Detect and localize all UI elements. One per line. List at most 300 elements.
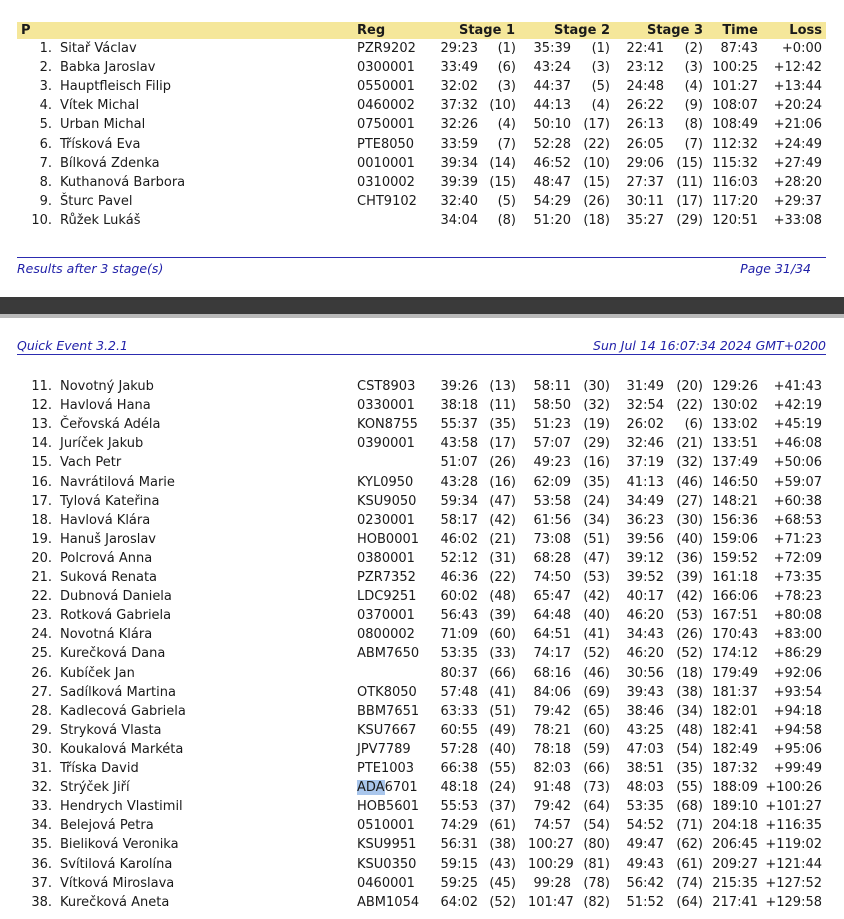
- stage1-time: 32:26: [440, 117, 478, 133]
- stage3-time: 35:27: [626, 212, 664, 228]
- stage3-place: (68): [676, 799, 703, 815]
- competitor-name: Dubnová Daniela: [60, 589, 172, 605]
- registration-cell: 0510001: [357, 818, 415, 834]
- stage2-time: 100:29: [528, 856, 574, 872]
- stage3-place: (27): [676, 493, 703, 509]
- total-time: 133:02: [712, 417, 758, 433]
- loss-cell: +95:06: [773, 741, 822, 757]
- stage1-time: 34:04: [440, 212, 478, 228]
- stage1-place: (40): [489, 741, 516, 757]
- stage1-place: (37): [489, 799, 516, 815]
- stage1-time: 57:28: [440, 741, 478, 757]
- competitor-name: Navrátilová Marie: [60, 474, 175, 490]
- stage1-time: 56:43: [440, 608, 478, 624]
- stage2-time: 35:39: [533, 41, 571, 56]
- stage1-place: (51): [489, 703, 516, 719]
- stage2-place: (40): [583, 608, 610, 624]
- position-cell: 27.: [31, 684, 52, 700]
- stage1-place: (10): [489, 98, 516, 114]
- footer-rule: [17, 257, 826, 258]
- competitor-name: Kurečková Aneta: [60, 894, 170, 910]
- stage2-time: 99:28: [533, 875, 571, 891]
- stage2-time: 91:48: [533, 780, 571, 796]
- stage1-time: 33:49: [440, 60, 478, 76]
- loss-cell: +21:06: [773, 117, 822, 133]
- stage3-place: (20): [676, 379, 703, 394]
- stage3-place: (30): [676, 512, 703, 528]
- total-time: 115:32: [712, 155, 758, 171]
- stage2-time: 51:23: [533, 417, 571, 433]
- stage3-place: (53): [676, 608, 703, 624]
- stage3-place: (74): [676, 875, 703, 891]
- loss-cell: +41:43: [773, 379, 822, 394]
- loss-cell: +73:35: [773, 570, 822, 585]
- registration-cell: 0230001: [357, 512, 415, 528]
- position-cell: 5.: [39, 117, 52, 133]
- stage2-place: (66): [583, 761, 610, 776]
- stage1-time: 52:12: [440, 550, 478, 566]
- registration-cell: 0300001: [357, 60, 415, 76]
- position-cell: 3.: [39, 79, 52, 95]
- registration-cell: 0380001: [357, 550, 415, 566]
- position-cell: 30.: [31, 741, 52, 757]
- stage2-place: (30): [583, 379, 610, 394]
- stage2-place: (64): [583, 799, 610, 815]
- stage2-time: 74:57: [533, 818, 571, 834]
- stage1-time: 53:35: [440, 646, 478, 662]
- position-cell: 2.: [39, 60, 52, 76]
- stage3-place: (22): [676, 398, 703, 414]
- total-time: 182:49: [712, 741, 758, 757]
- stage3-place: (61): [676, 856, 703, 872]
- stage3-time: 49:47: [626, 837, 664, 853]
- stage3-place: (8): [684, 117, 703, 133]
- table-row: [0, 683, 844, 702]
- stage3-time: 24:48: [626, 79, 664, 95]
- stage1-place: (41): [489, 684, 516, 700]
- stage3-place: (42): [676, 589, 703, 605]
- stage3-place: (55): [676, 780, 703, 796]
- stage1-place: (11): [489, 398, 516, 414]
- loss-cell: +121:44: [765, 856, 822, 872]
- table-row: [0, 740, 844, 759]
- stage1-place: (45): [489, 875, 516, 891]
- position-cell: 8.: [39, 174, 52, 190]
- position-cell: 11.: [31, 379, 52, 394]
- position-cell: 38.: [31, 894, 52, 910]
- stage1-place: (6): [497, 60, 516, 76]
- table-row: [0, 434, 844, 453]
- table-row: [0, 893, 844, 912]
- stage3-place: (34): [676, 703, 703, 719]
- loss-cell: +42:19: [773, 398, 822, 414]
- stage2-place: (60): [583, 722, 610, 738]
- total-time: 182:41: [712, 722, 758, 738]
- stage2-place: (59): [583, 741, 610, 757]
- competitor-name: Bílková Zdenka: [60, 155, 160, 171]
- competitor-name: Šturc Pavel: [60, 193, 133, 209]
- position-cell: 28.: [31, 703, 52, 719]
- registration-cell: 0370001: [357, 608, 415, 624]
- loss-cell: +83:00: [773, 627, 822, 643]
- stage3-time: 54:52: [626, 818, 664, 834]
- stage2-place: (4): [591, 98, 610, 114]
- loss-cell: +71:23: [773, 531, 822, 547]
- loss-cell: +27:49: [773, 155, 822, 171]
- stage2-time: 46:52: [533, 155, 571, 171]
- stage3-place: (71): [676, 818, 703, 834]
- stage2-time: 44:13: [533, 98, 571, 114]
- loss-cell: +20:24: [773, 98, 822, 114]
- competitor-name: Strýček Jiří: [60, 780, 130, 796]
- stage3-place: (38): [676, 684, 703, 700]
- table-row: [0, 77, 844, 96]
- stage3-time: 34:49: [626, 493, 664, 509]
- table-row: [0, 473, 844, 492]
- stage3-place: (48): [676, 722, 703, 738]
- stage3-time: 34:43: [626, 627, 664, 643]
- position-cell: 4.: [39, 98, 52, 114]
- page-separator: [0, 297, 844, 314]
- stage1-time: 56:31: [440, 837, 478, 853]
- table-row: [0, 759, 844, 778]
- table-row: [0, 192, 844, 211]
- registration-cell: PZR7352: [357, 570, 416, 585]
- stage1-time: 39:39: [440, 174, 478, 190]
- stage1-time: 46:36: [440, 570, 478, 585]
- position-cell: 19.: [31, 531, 52, 547]
- stage2-place: (41): [583, 627, 610, 643]
- page-separator-shadow: [0, 314, 844, 318]
- stage3-place: (54): [676, 741, 703, 757]
- stage1-place: (61): [489, 818, 516, 834]
- table-row: [0, 855, 844, 874]
- registration-cell: 0750001: [357, 117, 415, 133]
- stage3-place: (39): [676, 570, 703, 585]
- competitor-name: Belejová Petra: [60, 818, 154, 834]
- position-cell: 7.: [39, 155, 52, 171]
- loss-cell: +13:44: [773, 79, 822, 95]
- position-cell: 6.: [39, 136, 52, 152]
- table-row: [0, 606, 844, 625]
- table-row: [0, 115, 844, 134]
- header-position: P: [21, 23, 31, 38]
- stage2-time: 64:48: [533, 608, 571, 624]
- total-time: 159:06: [712, 531, 758, 547]
- stage1-place: (3): [497, 79, 516, 95]
- stage3-time: 53:35: [626, 799, 664, 815]
- table-row: [0, 415, 844, 434]
- stage3-place: (17): [676, 193, 703, 209]
- stage2-time: 62:09: [533, 474, 571, 490]
- competitor-name: Havlová Hana: [60, 398, 151, 414]
- total-time: 188:09: [712, 780, 758, 796]
- registration-cell: KSU7667: [357, 722, 417, 738]
- table-row: [0, 511, 844, 530]
- footer-page-number: Page 31/34: [740, 261, 811, 276]
- selected-text-highlight: ADA: [357, 780, 385, 796]
- position-cell: 16.: [31, 474, 52, 490]
- stage1-place: (38): [489, 837, 516, 853]
- stage2-place: (16): [583, 455, 610, 471]
- registration-cell: ABM1054: [357, 894, 420, 910]
- total-time: 215:35: [712, 875, 758, 891]
- stage3-place: (21): [676, 436, 703, 452]
- loss-cell: +99:49: [773, 761, 822, 776]
- loss-cell: +29:37: [773, 193, 822, 209]
- registration-cell: 0310002: [357, 174, 415, 190]
- stage2-place: (82): [583, 894, 610, 910]
- table-row: [0, 492, 844, 511]
- registration-cell: KSU0350: [357, 856, 417, 872]
- table-row: [0, 173, 844, 192]
- stage1-place: (43): [489, 856, 516, 872]
- competitor-name: Bieliková Veronika: [60, 837, 179, 853]
- stage3-time: 41:13: [626, 474, 664, 490]
- table-row: [0, 530, 844, 549]
- stage2-place: (65): [583, 703, 610, 719]
- stage2-place: (73): [583, 780, 610, 796]
- stage2-time: 68:28: [533, 550, 571, 566]
- total-time: 206:45: [712, 837, 758, 853]
- stage2-place: (34): [583, 512, 610, 528]
- position-cell: 35.: [31, 837, 52, 853]
- position-cell: 15.: [31, 455, 52, 471]
- loss-cell: +94:18: [773, 703, 822, 719]
- stage2-place: (3): [591, 60, 610, 76]
- table-row: [0, 58, 844, 77]
- stage2-time: 53:58: [533, 493, 571, 509]
- stage2-time: 48:47: [533, 174, 571, 190]
- loss-cell: +92:06: [773, 665, 822, 681]
- header-time: Time: [722, 23, 758, 38]
- stage3-place: (7): [684, 136, 703, 152]
- stage3-time: 36:23: [626, 512, 664, 528]
- stage1-time: 59:15: [440, 856, 478, 872]
- stage3-time: 26:02: [626, 417, 664, 433]
- table-row: [0, 154, 844, 173]
- stage1-place: (1): [497, 41, 516, 56]
- total-time: 170:43: [712, 627, 758, 643]
- stage1-place: (14): [489, 155, 516, 171]
- stage1-time: 39:34: [440, 155, 478, 171]
- table-row: [0, 816, 844, 835]
- stage3-place: (35): [676, 761, 703, 776]
- loss-cell: +24:49: [773, 136, 822, 152]
- stage1-time: 60:55: [440, 722, 478, 738]
- stage1-time: 60:02: [440, 589, 478, 605]
- competitor-name: Sadílková Martina: [60, 684, 176, 700]
- total-time: 167:51: [712, 608, 758, 624]
- registration-cell: 0550001: [357, 79, 415, 95]
- stage1-time: 51:07: [440, 455, 478, 471]
- loss-cell: +93:54: [773, 684, 822, 700]
- stage1-time: 63:33: [440, 703, 478, 719]
- stage3-time: 29:06: [626, 155, 664, 171]
- total-time: 204:18: [712, 818, 758, 834]
- stage2-place: (51): [583, 531, 610, 547]
- header-stage2: Stage 2: [553, 23, 610, 38]
- stage3-place: (3): [684, 60, 703, 76]
- table-row: [0, 664, 844, 683]
- stage2-place: (47): [583, 550, 610, 566]
- stage3-place: (29): [676, 212, 703, 228]
- stage1-time: 43:28: [440, 474, 478, 490]
- loss-cell: +60:38: [773, 493, 822, 509]
- stage2-place: (26): [583, 193, 610, 209]
- stage2-place: (81): [583, 856, 610, 872]
- competitor-name: Kubíček Jan: [60, 665, 135, 681]
- stage1-place: (39): [489, 608, 516, 624]
- stage2-place: (1): [591, 41, 610, 56]
- stage1-place: (52): [489, 894, 516, 910]
- loss-cell: +116:35: [765, 818, 822, 834]
- registration-cell: CHT9102: [357, 193, 417, 209]
- stage2-time: 61:56: [533, 512, 571, 528]
- stage2-time: 57:07: [533, 436, 571, 452]
- loss-cell: +0:00: [781, 41, 822, 56]
- stage1-place: (60): [489, 627, 516, 643]
- competitor-name: Havlová Klára: [60, 512, 151, 528]
- registration-cell: 0010001: [357, 155, 415, 171]
- loss-cell: +28:20: [773, 174, 822, 190]
- stage2-time: 79:42: [533, 799, 571, 815]
- stage3-time: 22:41: [626, 41, 664, 56]
- registration-cell: KSU9050: [357, 493, 417, 509]
- stage1-place: (49): [489, 722, 516, 738]
- stage3-time: 23:12: [626, 60, 664, 76]
- stage3-time: 48:03: [626, 780, 664, 796]
- stage2-time: 78:18: [533, 741, 571, 757]
- stage2-time: 58:50: [533, 398, 571, 414]
- stage3-place: (6): [684, 417, 703, 433]
- stage3-time: 39:12: [626, 550, 664, 566]
- total-time: 108:49: [712, 117, 758, 133]
- position-cell: 32.: [31, 780, 52, 796]
- position-cell: 21.: [31, 570, 52, 585]
- position-cell: 17.: [31, 493, 52, 509]
- total-time: 112:32: [712, 136, 758, 152]
- total-time: 129:26: [712, 379, 758, 394]
- position-cell: 20.: [31, 550, 52, 566]
- registration-cell: BBM7651: [357, 703, 420, 719]
- stage3-place: (62): [676, 837, 703, 853]
- table-row: [0, 587, 844, 606]
- stage3-time: 32:46: [626, 436, 664, 452]
- loss-cell: +46:08: [773, 436, 822, 452]
- competitor-name: Kurečková Dana: [60, 646, 166, 662]
- competitor-name: Babka Jaroslav: [60, 60, 156, 76]
- position-cell: 26.: [31, 665, 52, 681]
- stage3-time: 37:19: [626, 455, 664, 471]
- total-time: 156:36: [712, 512, 758, 528]
- stage2-place: (53): [583, 570, 610, 585]
- loss-cell: +45:19: [773, 417, 822, 433]
- stage2-place: (54): [583, 818, 610, 834]
- stage2-time: 79:42: [533, 703, 571, 719]
- results-header-bar: [17, 22, 826, 39]
- stage2-place: (35): [583, 474, 610, 490]
- loss-cell: +72:09: [773, 550, 822, 566]
- position-cell: 12.: [31, 398, 52, 414]
- stage1-time: 55:37: [440, 417, 478, 433]
- loss-cell: +78:23: [773, 589, 822, 605]
- loss-cell: +94:58: [773, 722, 822, 738]
- stage1-place: (55): [489, 761, 516, 776]
- stage2-time: 64:51: [533, 627, 571, 643]
- total-time: 130:02: [712, 398, 758, 414]
- stage1-time: 46:02: [440, 531, 478, 547]
- loss-cell: +33:08: [773, 212, 822, 228]
- competitor-name: Hauptfleisch Filip: [60, 79, 172, 95]
- registration-cell: KYL0950: [357, 474, 414, 490]
- stage3-time: 56:42: [626, 875, 664, 891]
- loss-cell: +59:07: [773, 474, 822, 490]
- competitor-name: Koukalová Markéta: [60, 741, 184, 757]
- stage1-time: 29:23: [440, 41, 478, 56]
- competitor-name: Kuthanová Barbora: [60, 174, 186, 190]
- total-time: 117:20: [712, 193, 758, 209]
- stage2-place: (24): [583, 493, 610, 509]
- loss-cell: +86:29: [773, 646, 822, 662]
- total-time: 116:03: [712, 174, 758, 190]
- position-cell: 36.: [31, 856, 52, 872]
- loss-cell: +127:52: [765, 875, 822, 891]
- loss-cell: +119:02: [765, 837, 822, 853]
- stage1-place: (35): [489, 417, 516, 433]
- loss-cell: +68:53: [773, 512, 822, 528]
- total-time: 187:32: [712, 761, 758, 776]
- stage1-time: 38:18: [440, 398, 478, 414]
- stage3-time: 46:20: [626, 608, 664, 624]
- position-cell: 34.: [31, 818, 52, 834]
- position-cell: 14.: [31, 436, 52, 452]
- competitor-name: Hanuš Jaroslav: [60, 531, 156, 547]
- table-row: [0, 211, 844, 230]
- competitor-name: Tylová Kateřina: [60, 493, 160, 509]
- stage3-place: (26): [676, 627, 703, 643]
- stage3-time: 26:05: [626, 136, 664, 152]
- stage1-time: 74:29: [440, 818, 478, 834]
- stage3-time: 30:56: [626, 665, 664, 681]
- table-row: [0, 396, 844, 415]
- stage2-time: 74:17: [533, 646, 571, 662]
- table-row: [0, 835, 844, 854]
- header-stage1: Stage 1: [458, 23, 515, 38]
- stage1-place: (66): [489, 665, 516, 681]
- table-row: [0, 568, 844, 587]
- stage3-time: 47:03: [626, 741, 664, 757]
- stage2-place: (52): [583, 646, 610, 662]
- stage2-place: (15): [583, 174, 610, 190]
- competitor-name: Hendrych Vlastimil: [60, 799, 183, 815]
- total-time: 189:10: [712, 799, 758, 815]
- registration-cell: HOB0001: [357, 531, 420, 547]
- position-cell: 25.: [31, 646, 52, 662]
- stage2-place: (18): [583, 212, 610, 228]
- loss-cell: +50:06: [773, 455, 822, 471]
- stage3-time: 26:22: [626, 98, 664, 114]
- registration-cell: LDC9251: [357, 589, 417, 605]
- table-row: [0, 549, 844, 568]
- stage2-time: 49:23: [533, 455, 571, 471]
- stage1-time: 64:02: [440, 894, 478, 910]
- app-version-label: Quick Event 3.2.1: [17, 338, 128, 353]
- stage3-time: 46:20: [626, 646, 664, 662]
- stage2-place: (17): [583, 117, 610, 133]
- stage1-place: (47): [489, 493, 516, 509]
- stage3-place: (4): [684, 79, 703, 95]
